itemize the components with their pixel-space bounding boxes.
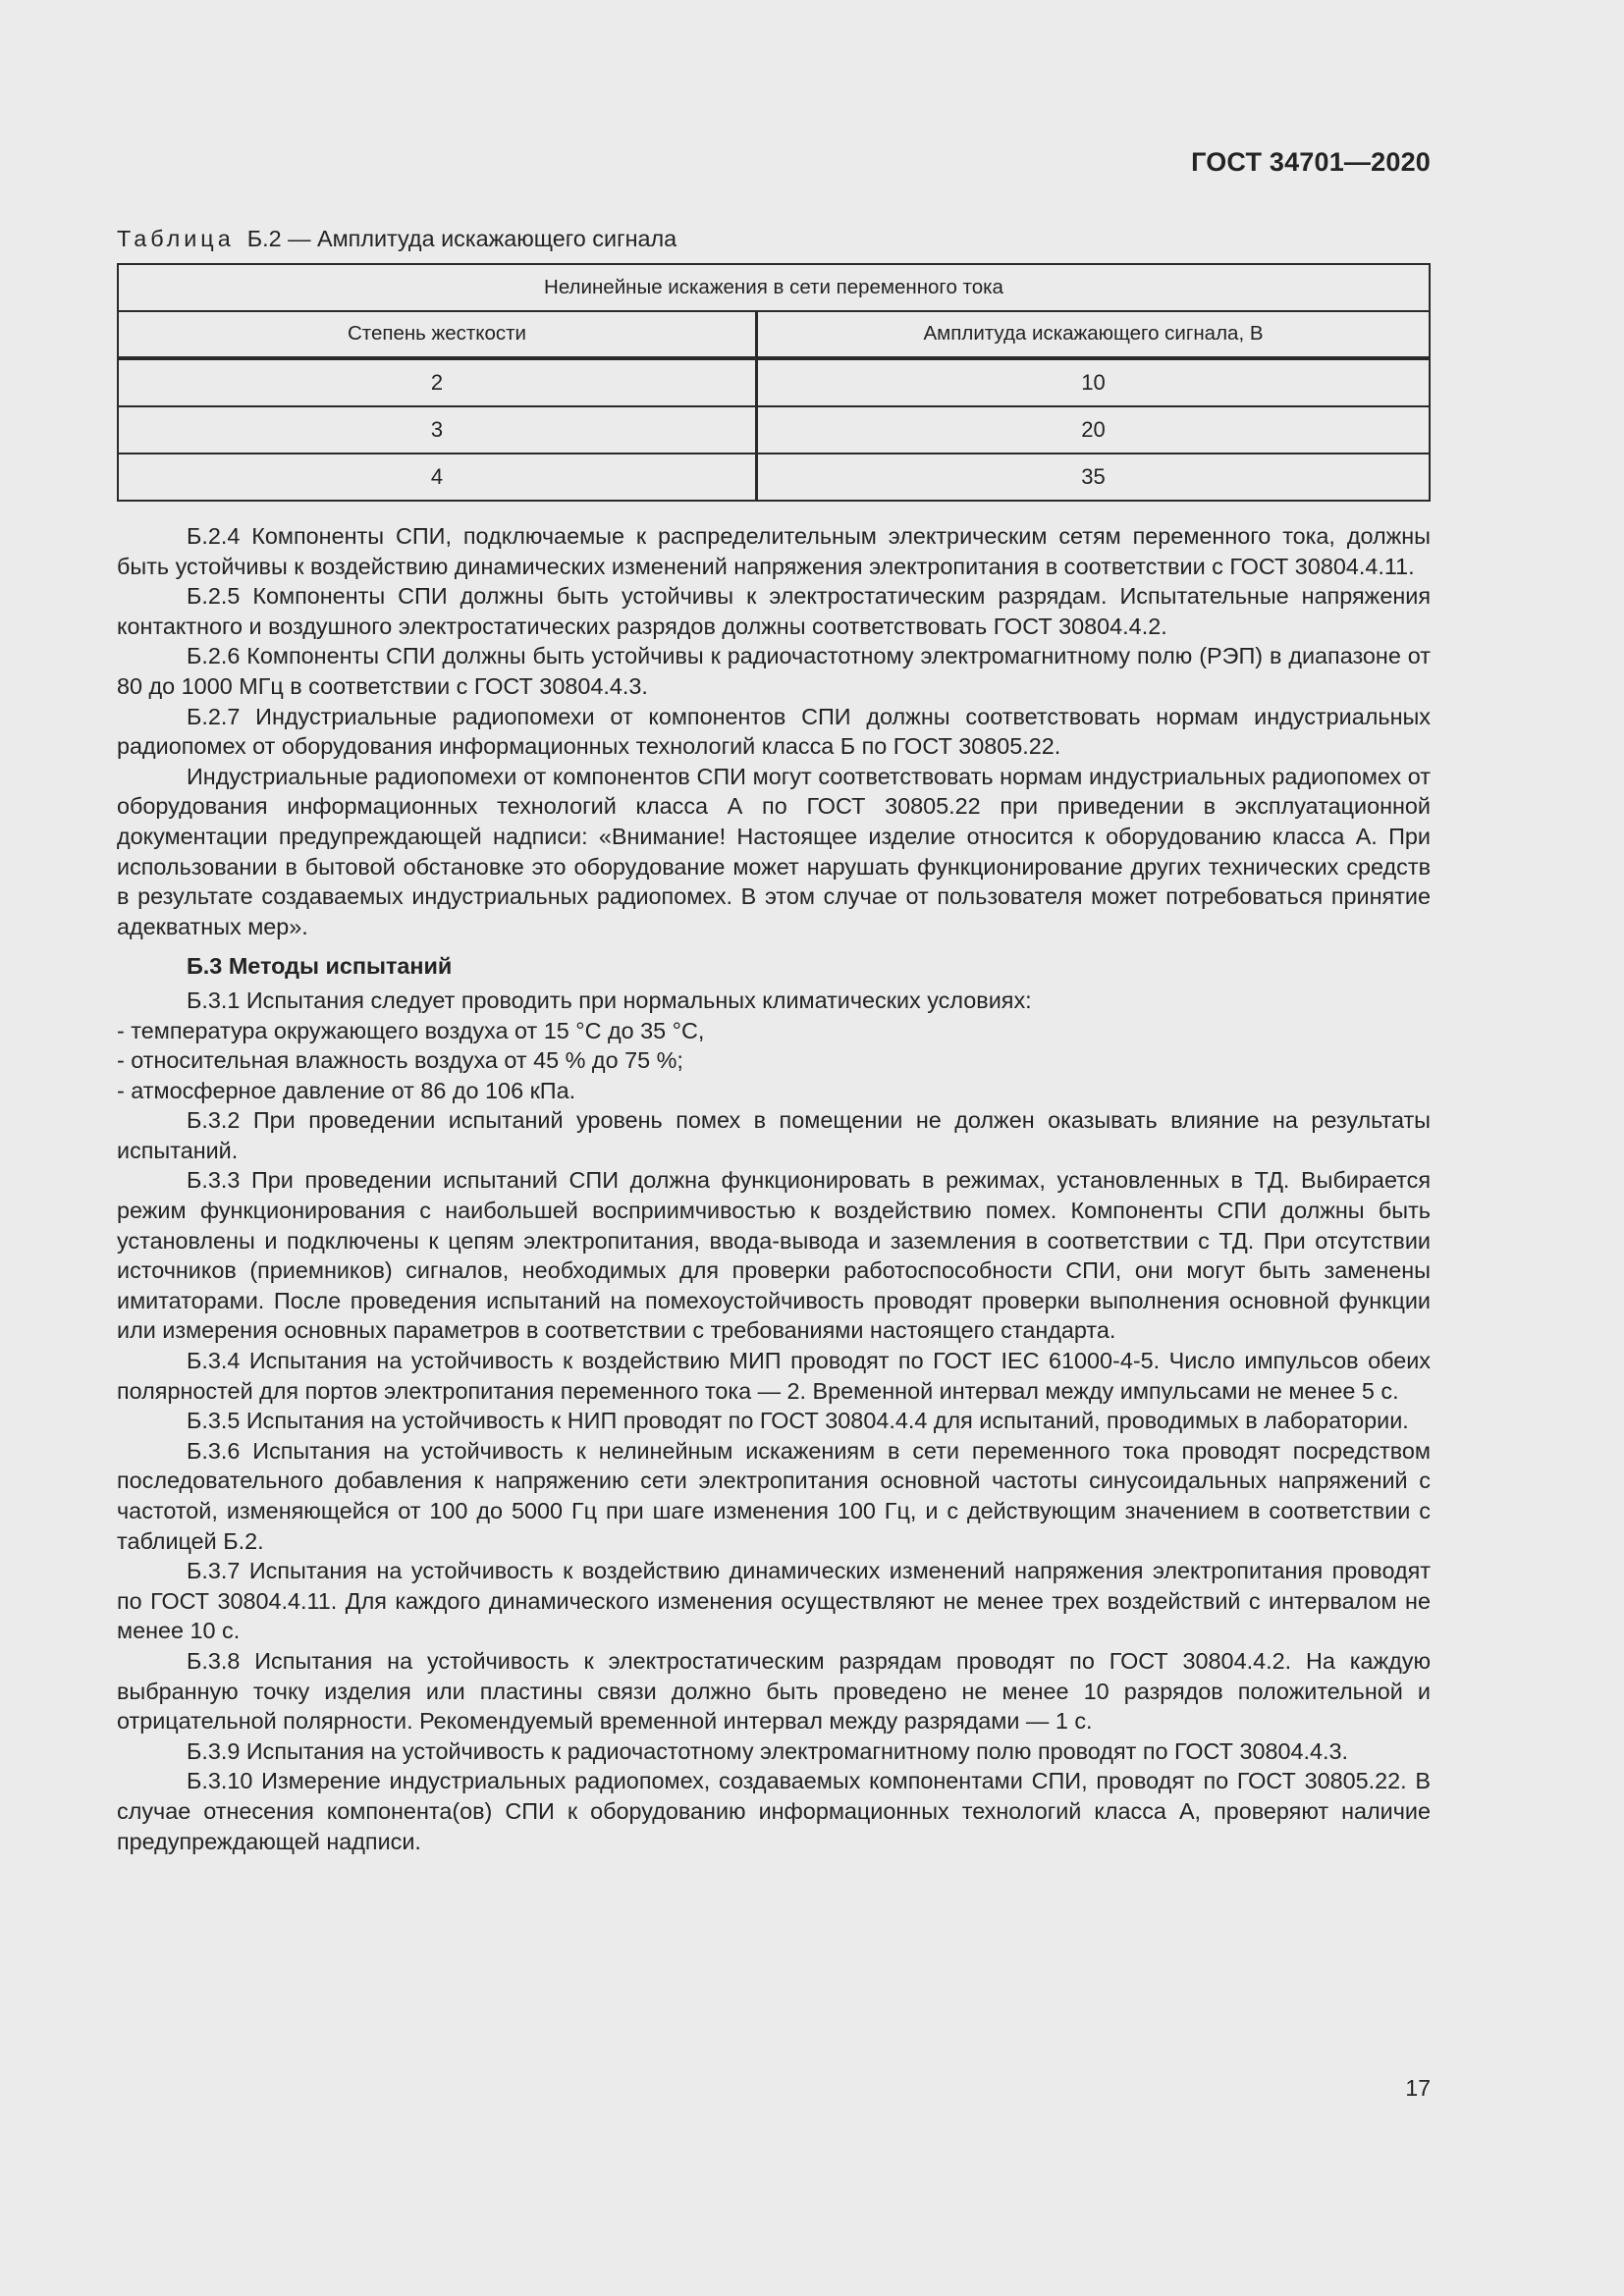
page-content [117,224,1431,1856]
paragraph-b3-9: Б.3.9 Испытания на устойчивость к радиочастотному электромагнитному полю проводят по ГОСТ 30804.4.3. [187,1737,1349,1764]
table-row [118,454,1430,501]
paragraph-b2-7-note: Индустриальные радиопомехи от компонентов СПИ могут соответствовать нормам индустриальных радиопомех от оборудования информационных технологий класса А по ГОСТ 30805.22 при приведении в эксплуатационной документации предупреждающей надписи: «Внимание! Настоящее изделие относится к оборудованию класса А. При использовании в бытовой обстановке это оборудование может нарушать функционирование других технических средств в результате создаваемых индустриальных радиопомех. В этом случае от пользователя может потребоваться принятие адекватных мер». [117,763,1431,939]
table-caption-label: Таблица [117,226,235,251]
table-header-row [118,311,1430,358]
page-number: 17 [1405,2075,1431,2101]
column-header-amplitude: Амплитуда искажающего сигнала, В [757,311,1431,358]
paragraph-b3-6: Б.3.6 Испытания на устойчивость к нелинейным искажениям в сети переменного тока проводят посредством последовательного добавления к напряжению сети электропитания основной частоты синусоидальных напряжений с частотой, изменяющейся от 100 до 5000 Гц при шаге изменения 100 Гц, и с действующим значением в соответствии с таблицей Б.2. [117,1437,1431,1554]
table-cell-severity: 4 [118,454,757,501]
table-cell-amplitude: 35 [757,454,1431,501]
paragraph-b2-5: Б.2.5 Компоненты СПИ должны быть устойчивы к электростатическим разрядам. Испытательные напряжения контактного и воздушного электростатических разрядов должны соответствовать ГОСТ 30804.4.2. [117,583,1431,639]
table-caption-text: Б.2 — Амплитуда искажающего сигнала [246,226,677,251]
paragraph-b3-7: Б.3.7 Испытания на устойчивость к воздействию динамических изменений напряжения электропитания проводят по ГОСТ 30804.4.11. Для каждого динамического изменения осуществляют не менее трех воздействий с интервалом не менее 10 с. [117,1558,1431,1644]
climate-conditions-list [117,1016,1431,1106]
paragraph-b3-4: Б.3.4 Испытания на устойчивость к воздействию МИП проводят по ГОСТ IEC 61000-4-5. Число импульсов обеих полярностей для портов электропитания переменного тока — 2. Временной интервал между импульсами не менее 5 с. [117,1348,1431,1404]
table-cell-severity: 3 [118,406,757,454]
list-item: - атмосферное давление от 86 до 106 кПа. [117,1077,576,1103]
table-cell-severity: 2 [118,358,757,406]
table-cell-amplitude: 20 [757,406,1431,454]
table-group-header-row [118,264,1430,311]
paragraph-b3-8: Б.3.8 Испытания на устойчивость к электростатическим разрядам проводят по ГОСТ 30804.4.2. На каждую выбранную точку изделия или пластины связи должно быть проведено не менее 10 разрядов положительной и отрицательной полярности. Рекомендуемый временной интервал между разрядами — 1 с. [117,1647,1431,1735]
column-header-severity: Степень жесткости [118,311,757,358]
paragraph-b2-6: Б.2.6 Компоненты СПИ должны быть устойчивы к радиочастотному электромагнитному полю (РЭП) в диапазоне от 80 до 1000 МГц в соответствии с ГОСТ 30804.4.3. [117,643,1431,699]
paragraph-b2-4: Б.2.4 Компоненты СПИ, подключаемые к распределительным электрическим сетям переменного тока, должны быть устойчивы к воздействию динамических изменений напряжения электропитания в соответствии с ГОСТ 30804.4.11. [117,523,1431,579]
table-group-header: Нелинейные искажения в сети переменного тока [118,264,1430,311]
paragraph-b2-7: Б.2.7 Индустриальные радиопомехи от компонентов СПИ должны соответствовать нормам индустриальных радиопомех от оборудования информационных технологий класса Б по ГОСТ 30805.22. [117,703,1431,760]
table-row [118,406,1430,454]
document-code: ГОСТ 34701—2020 [1191,147,1431,177]
paragraph-b3-5: Б.3.5 Испытания на устойчивость к НИП проводят по ГОСТ 30804.4.4 для испытаний, проводимых в лаборатории. [187,1408,1409,1434]
list-item: - относительная влажность воздуха от 45 % до 75 %; [117,1047,683,1074]
list-item: - температура окружающего воздуха от 15 °С до 35 °С, [117,1017,705,1043]
table-row [118,358,1430,406]
paragraph-b3-1: Б.3.1 Испытания следует проводить при нормальных климатических условиях: [187,987,1032,1013]
table-cell-amplitude: 10 [757,358,1431,406]
paragraph-b3-10: Б.3.10 Измерение индустриальных радиопомех, создаваемых компонентами СПИ, проводят по ГОСТ 30805.22. В случае отнесения компонента(ов) СПИ к оборудованию информационных технологий класса А, проверяют наличие предупреждающей надписи. [117,1768,1431,1854]
paragraph-b3-3: Б.3.3 При проведении испытаний СПИ должна функционировать в режимах, установленных в ТД. Выбирается режим функционирования с наибольшей восприимчивостью к воздействию помех. Компоненты СПИ должны быть установлены и подключены к цепям электропитания, ввода-вывода и заземления в соответствии с ТД. При отсутствии источников (приемников) сигналов, необходимых для проверки работоспособности СПИ, они могут быть заменены имитаторами. После проведения испытаний на помехоустойчивость проводят проверки выполнения основной функции или измерения основных параметров в соответствии с требованиями настоящего стандарта. [117,1167,1431,1344]
distortion-amplitude-table [117,263,1431,502]
paragraph-b3-2: Б.3.2 При проведении испытаний уровень помех в помещении не должен оказывать влияние на результаты испытаний. [117,1107,1431,1163]
section-heading-b3: Б.3 Методы испытаний [187,953,453,980]
table-caption [117,224,1431,253]
